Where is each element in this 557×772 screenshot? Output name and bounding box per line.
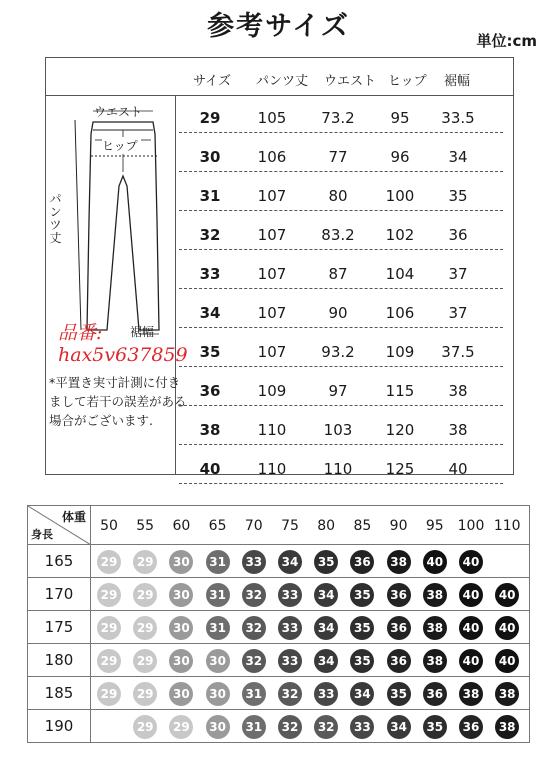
size-cell: 103 <box>323 421 353 439</box>
size-cell: 38 <box>448 382 468 400</box>
size-circle: 33 <box>278 649 302 673</box>
size-cell: 97 <box>328 382 348 400</box>
size-cell: 83.2 <box>321 226 355 244</box>
size-circle: 30 <box>169 550 193 574</box>
size-cell: 102 <box>385 226 415 244</box>
size-row <box>179 336 503 367</box>
size-cell: 107 <box>257 187 287 205</box>
size-cell: 106 <box>385 304 415 322</box>
size-cell: 90 <box>328 304 348 322</box>
size-circle: 30 <box>169 616 193 640</box>
size-circle: 36 <box>387 583 411 607</box>
height-cell: 190 <box>28 710 91 743</box>
size-circle: 38 <box>423 616 447 640</box>
size-circle: 32 <box>278 715 302 739</box>
size-row <box>179 258 503 289</box>
size-circle: 29 <box>97 616 121 640</box>
weight-header: 85 <box>353 518 372 534</box>
size-circle: 33 <box>278 616 302 640</box>
size-cell: 110 <box>257 460 287 478</box>
size-circle: 40 <box>495 649 519 673</box>
size-circle: 31 <box>206 583 230 607</box>
size-circle: 29 <box>97 682 121 706</box>
size-circle: 33 <box>314 682 338 706</box>
size-cell: 107 <box>257 343 287 361</box>
size-row <box>179 141 503 172</box>
size-circle: 33 <box>278 583 302 607</box>
height-cell: 180 <box>28 644 91 676</box>
size-circle: 31 <box>242 682 266 706</box>
size-circle: 35 <box>387 682 411 706</box>
size-cell: 106 <box>257 148 287 166</box>
size-cell: 73.2 <box>321 109 355 127</box>
size-circle: 31 <box>242 715 266 739</box>
size-cell: 105 <box>257 109 287 127</box>
size-circle: 29 <box>169 715 193 739</box>
size-circle: 38 <box>423 649 447 673</box>
size-cell: 34 <box>199 304 221 322</box>
size-circle: 38 <box>423 583 447 607</box>
page-title: 参考サイズ <box>207 11 350 42</box>
grid-row <box>28 545 529 578</box>
height-cell: 185 <box>28 677 91 709</box>
size-circle: 29 <box>133 616 157 640</box>
size-circle: 38 <box>459 682 483 706</box>
col-header-waist: ウエスト <box>324 74 377 89</box>
size-cell: 96 <box>390 148 410 166</box>
size-circle: 29 <box>133 583 157 607</box>
pants-diagram <box>61 100 171 340</box>
weight-header: 80 <box>317 518 336 534</box>
size-circle: 40 <box>459 649 483 673</box>
size-circle: 35 <box>423 715 447 739</box>
size-circle: 30 <box>206 715 230 739</box>
size-cell: 107 <box>257 265 287 283</box>
size-cell: 125 <box>385 460 415 478</box>
weight-header: 110 <box>493 518 521 534</box>
size-circle: 30 <box>206 649 230 673</box>
size-circle: 40 <box>495 616 519 640</box>
size-row <box>179 180 503 211</box>
size-chart-header <box>46 58 513 96</box>
size-circle: 30 <box>169 583 193 607</box>
weight-header: 55 <box>136 518 155 534</box>
size-circle: 34 <box>314 649 338 673</box>
size-circle: 31 <box>206 550 230 574</box>
size-circle: 32 <box>242 616 266 640</box>
col-header-hip: ヒップ <box>388 74 427 89</box>
col-header-length: パンツ丈 <box>256 74 309 89</box>
size-cell: 87 <box>328 265 348 283</box>
diagram-label-hem: 裾幅 <box>130 325 155 339</box>
size-circle: 29 <box>97 649 121 673</box>
size-cell: 110 <box>257 421 287 439</box>
size-row <box>179 453 503 484</box>
diagram-label-length: パンツ丈 <box>49 192 62 245</box>
size-circle: 34 <box>314 583 338 607</box>
size-row <box>179 375 503 406</box>
size-cell: 107 <box>257 226 287 244</box>
size-circle: 30 <box>169 682 193 706</box>
watermark-line-1: 品番: <box>58 322 103 344</box>
size-circle: 34 <box>278 550 302 574</box>
size-cell: 30 <box>199 148 221 166</box>
size-circle: 32 <box>314 715 338 739</box>
size-cell: 80 <box>328 187 348 205</box>
size-circle: 30 <box>206 682 230 706</box>
grid-row <box>28 644 529 677</box>
height-cell: 170 <box>28 578 91 610</box>
height-cell: 165 <box>28 545 91 577</box>
size-cell: 37 <box>448 304 468 322</box>
weight-header: 70 <box>244 518 263 534</box>
grid-row <box>28 578 529 611</box>
size-row <box>179 414 503 445</box>
size-cell: 77 <box>328 148 348 166</box>
height-axis-label: 身長 <box>31 528 53 541</box>
size-circle: 31 <box>206 616 230 640</box>
size-circle: 34 <box>314 616 338 640</box>
size-circle: 29 <box>97 550 121 574</box>
weight-header: 60 <box>172 518 191 534</box>
size-circle: 38 <box>495 682 519 706</box>
size-cell: 38 <box>448 421 468 439</box>
col-header-size: サイズ <box>193 74 231 89</box>
weight-height-grid <box>27 505 530 743</box>
size-row <box>179 219 503 250</box>
size-cell: 115 <box>385 382 415 400</box>
weight-header: 75 <box>281 518 299 534</box>
measurement-note: *平置き実寸計測に付きまして若干の誤差がある場合がございます. <box>49 375 187 428</box>
grid-row <box>28 710 529 743</box>
size-cell: 109 <box>385 343 415 361</box>
size-circle: 40 <box>423 550 447 574</box>
size-cell: 40 <box>448 460 468 478</box>
size-circle: 29 <box>97 583 121 607</box>
size-cell: 109 <box>257 382 287 400</box>
weight-header: 100 <box>457 518 485 534</box>
size-circle: 36 <box>423 682 447 706</box>
size-row <box>179 297 503 328</box>
size-circle: 36 <box>350 550 374 574</box>
weight-header: 50 <box>100 518 118 534</box>
size-chart <box>45 57 514 478</box>
size-circle: 34 <box>350 682 374 706</box>
weight-axis-label: 体重 <box>61 510 86 524</box>
size-cell: 32 <box>199 226 221 244</box>
size-circle: 35 <box>350 616 374 640</box>
size-cell: 38 <box>199 421 221 439</box>
size-cell: 33 <box>199 265 221 283</box>
size-circle: 38 <box>387 550 411 574</box>
size-circle: 35 <box>314 550 338 574</box>
size-circle: 40 <box>459 550 483 574</box>
size-circle: 30 <box>169 649 193 673</box>
size-cell: 31 <box>199 187 221 205</box>
size-cell: 33.5 <box>441 109 475 127</box>
diagram-label-hip: ヒップ <box>102 139 138 153</box>
size-circle: 35 <box>350 583 374 607</box>
size-cell: 36 <box>199 382 221 400</box>
size-circle: 29 <box>133 649 157 673</box>
size-circle: 40 <box>459 583 483 607</box>
grid-row <box>28 611 529 644</box>
size-cell: 100 <box>385 187 415 205</box>
size-cell: 35 <box>448 187 468 205</box>
size-circle: 29 <box>133 682 157 706</box>
size-cell: 29 <box>199 109 221 127</box>
watermark-line-2: hax5v637859 <box>58 344 188 366</box>
size-circle: 33 <box>242 550 266 574</box>
size-circle: 32 <box>278 682 302 706</box>
size-cell: 35 <box>199 343 221 361</box>
size-cell: 104 <box>385 265 415 283</box>
size-cell: 120 <box>385 421 415 439</box>
size-cell: 37 <box>448 265 468 283</box>
size-cell: 34 <box>448 148 468 166</box>
col-header-hem: 裾幅 <box>444 74 471 89</box>
weight-header: 65 <box>208 518 227 534</box>
size-circle: 38 <box>495 715 519 739</box>
size-cell: 93.2 <box>321 343 355 361</box>
size-circle: 32 <box>242 583 266 607</box>
size-cell: 107 <box>257 304 287 322</box>
size-circle: 40 <box>495 583 519 607</box>
size-circle: 33 <box>350 715 374 739</box>
grid-header <box>28 506 529 545</box>
height-cell: 175 <box>28 611 91 643</box>
grid-row <box>28 677 529 710</box>
size-circle: 29 <box>133 550 157 574</box>
unit-label: 単位:cm <box>476 32 537 50</box>
size-cell: 95 <box>390 109 410 127</box>
size-cell: 37.5 <box>441 343 475 361</box>
weight-header: 95 <box>425 518 444 534</box>
size-circle: 36 <box>387 649 411 673</box>
size-row <box>179 102 503 133</box>
size-cell: 36 <box>448 226 468 244</box>
weight-header: 90 <box>389 518 408 534</box>
size-circle: 34 <box>387 715 411 739</box>
size-circle: 32 <box>242 649 266 673</box>
size-cell: 110 <box>323 460 353 478</box>
size-circle: 36 <box>387 616 411 640</box>
grid-corner <box>28 506 91 545</box>
size-circle: 36 <box>459 715 483 739</box>
size-cell: 40 <box>199 460 221 478</box>
diagram-label-waist: ウエスト <box>94 105 143 119</box>
size-circle: 29 <box>133 715 157 739</box>
size-circle: 35 <box>350 649 374 673</box>
size-circle: 40 <box>459 616 483 640</box>
